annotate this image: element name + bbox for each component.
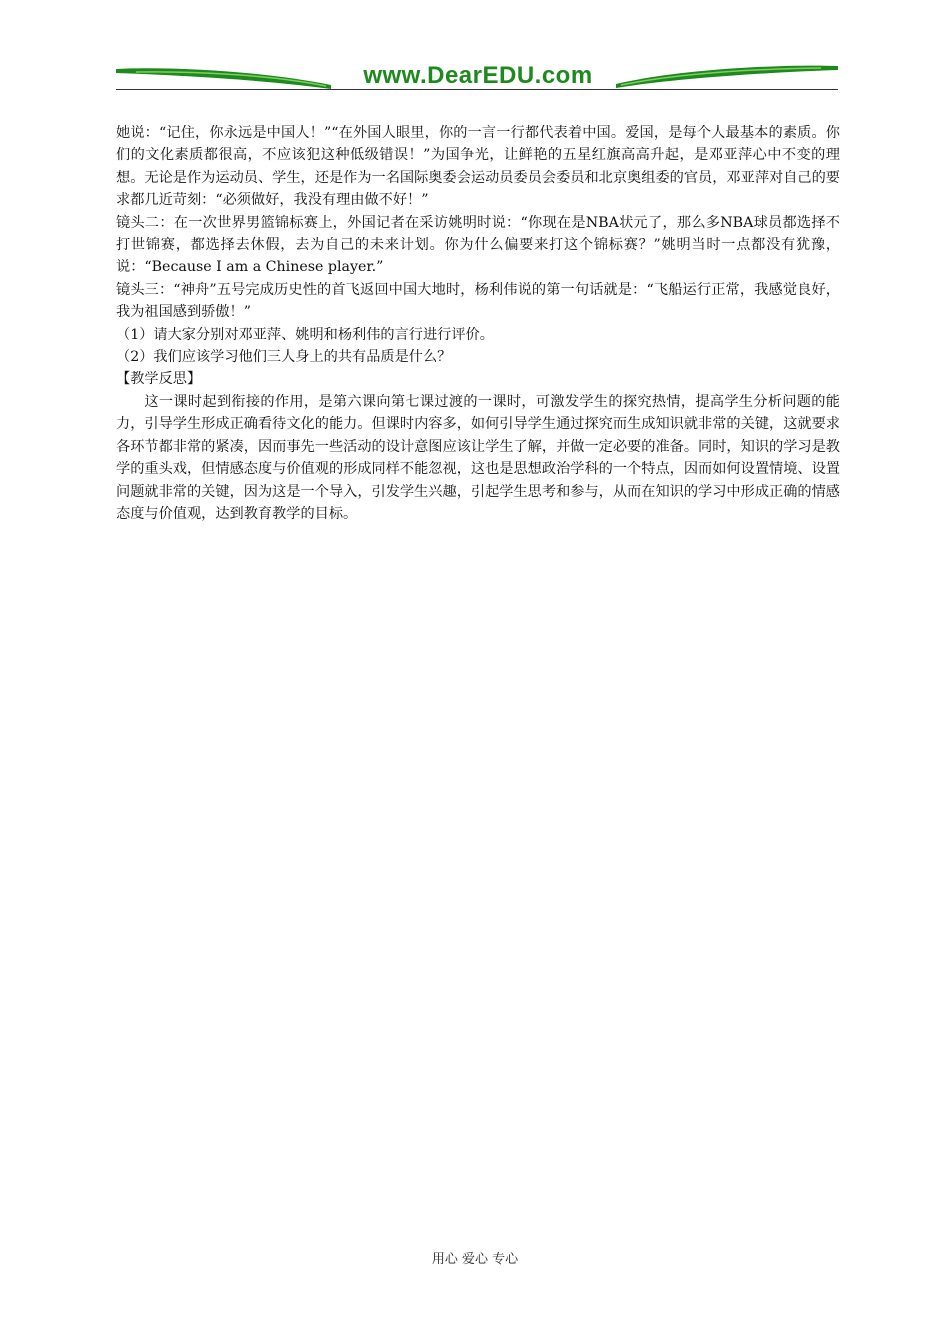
page-header (116, 58, 838, 94)
paragraph-reflection: 这一课时起到衔接的作用，是第六课向第七课过渡的一课时，可激发学生的探究热情，提高学生分析问题的能力，引导学生形成正确看待文化的能力。但课时内容多，如何引导学生通过探究而生成知识就非常的关键，这就要求各环节都非常的紧凑，因而事先一些活动的设计意图应该让学生了解，并做一定必要的准备。同时，知识的学习是教学的重头戏，但情感态度与价值观的形成同样不能忽视，这也是思想政治学科的一个特点，因而如何设置情境、设置问题就非常的关键，因为这是一个导入，引发学生兴趣，引起学生思考和参与，从而在知识的学习中形成正确的情感态度与价值观，达到教育教学的目标。 (116, 393, 840, 522)
page-footer: 用心 爱心 专心 (431, 1252, 519, 1267)
question-one: （1）请大家分别对邓亚萍、姚明和杨利伟的言行进行评价。 (116, 326, 494, 343)
section-heading-reflection: 【教学反思】 (116, 371, 202, 388)
question-two: （2）我们应该学习他们三人身上的共有品质是什么？ (116, 349, 452, 366)
site-logo-text: www.DearEDU.com (363, 62, 593, 89)
document-body (116, 122, 840, 525)
paragraph-scene-two: 镜头二：在一次世界男篮锦标赛上，外国记者在采访姚明时说：“你现在是NBA状元了，那么多NBA球员都选择不打世锦赛，都选择去休假，去为自己的未来计划。你为什么偏要来打这个锦标赛？”姚明当时一点都没有犹豫，说：“Because I am a Chinese player.” (116, 214, 840, 276)
header-rule (116, 89, 838, 90)
paragraph-deng-yaping: 她说：“记住，你永远是中国人！”“在外国人眼里，你的一言一行都代表着中国。爱国，是每个人最基本的素质。你们的文化素质都很高，不应该犯这种低级错误！”为国争光，让鲜艳的五星红旗高高升起，是邓亚萍心中不变的理想。无论是作为运动员、学生，还是作为一名国际奥委会运动员委员会委员和北京奥组委的官员，邓亚萍对自己的要求都几近苛刻：“必须做好，我没有理由做不好！” (116, 125, 840, 209)
paragraph-scene-three: 镜头三：“神舟”五号完成历史性的首飞返回中国大地时，杨利伟说的第一句话就是：“飞船运行正常，我感觉良好，我为祖国感到骄傲！” (116, 281, 840, 321)
